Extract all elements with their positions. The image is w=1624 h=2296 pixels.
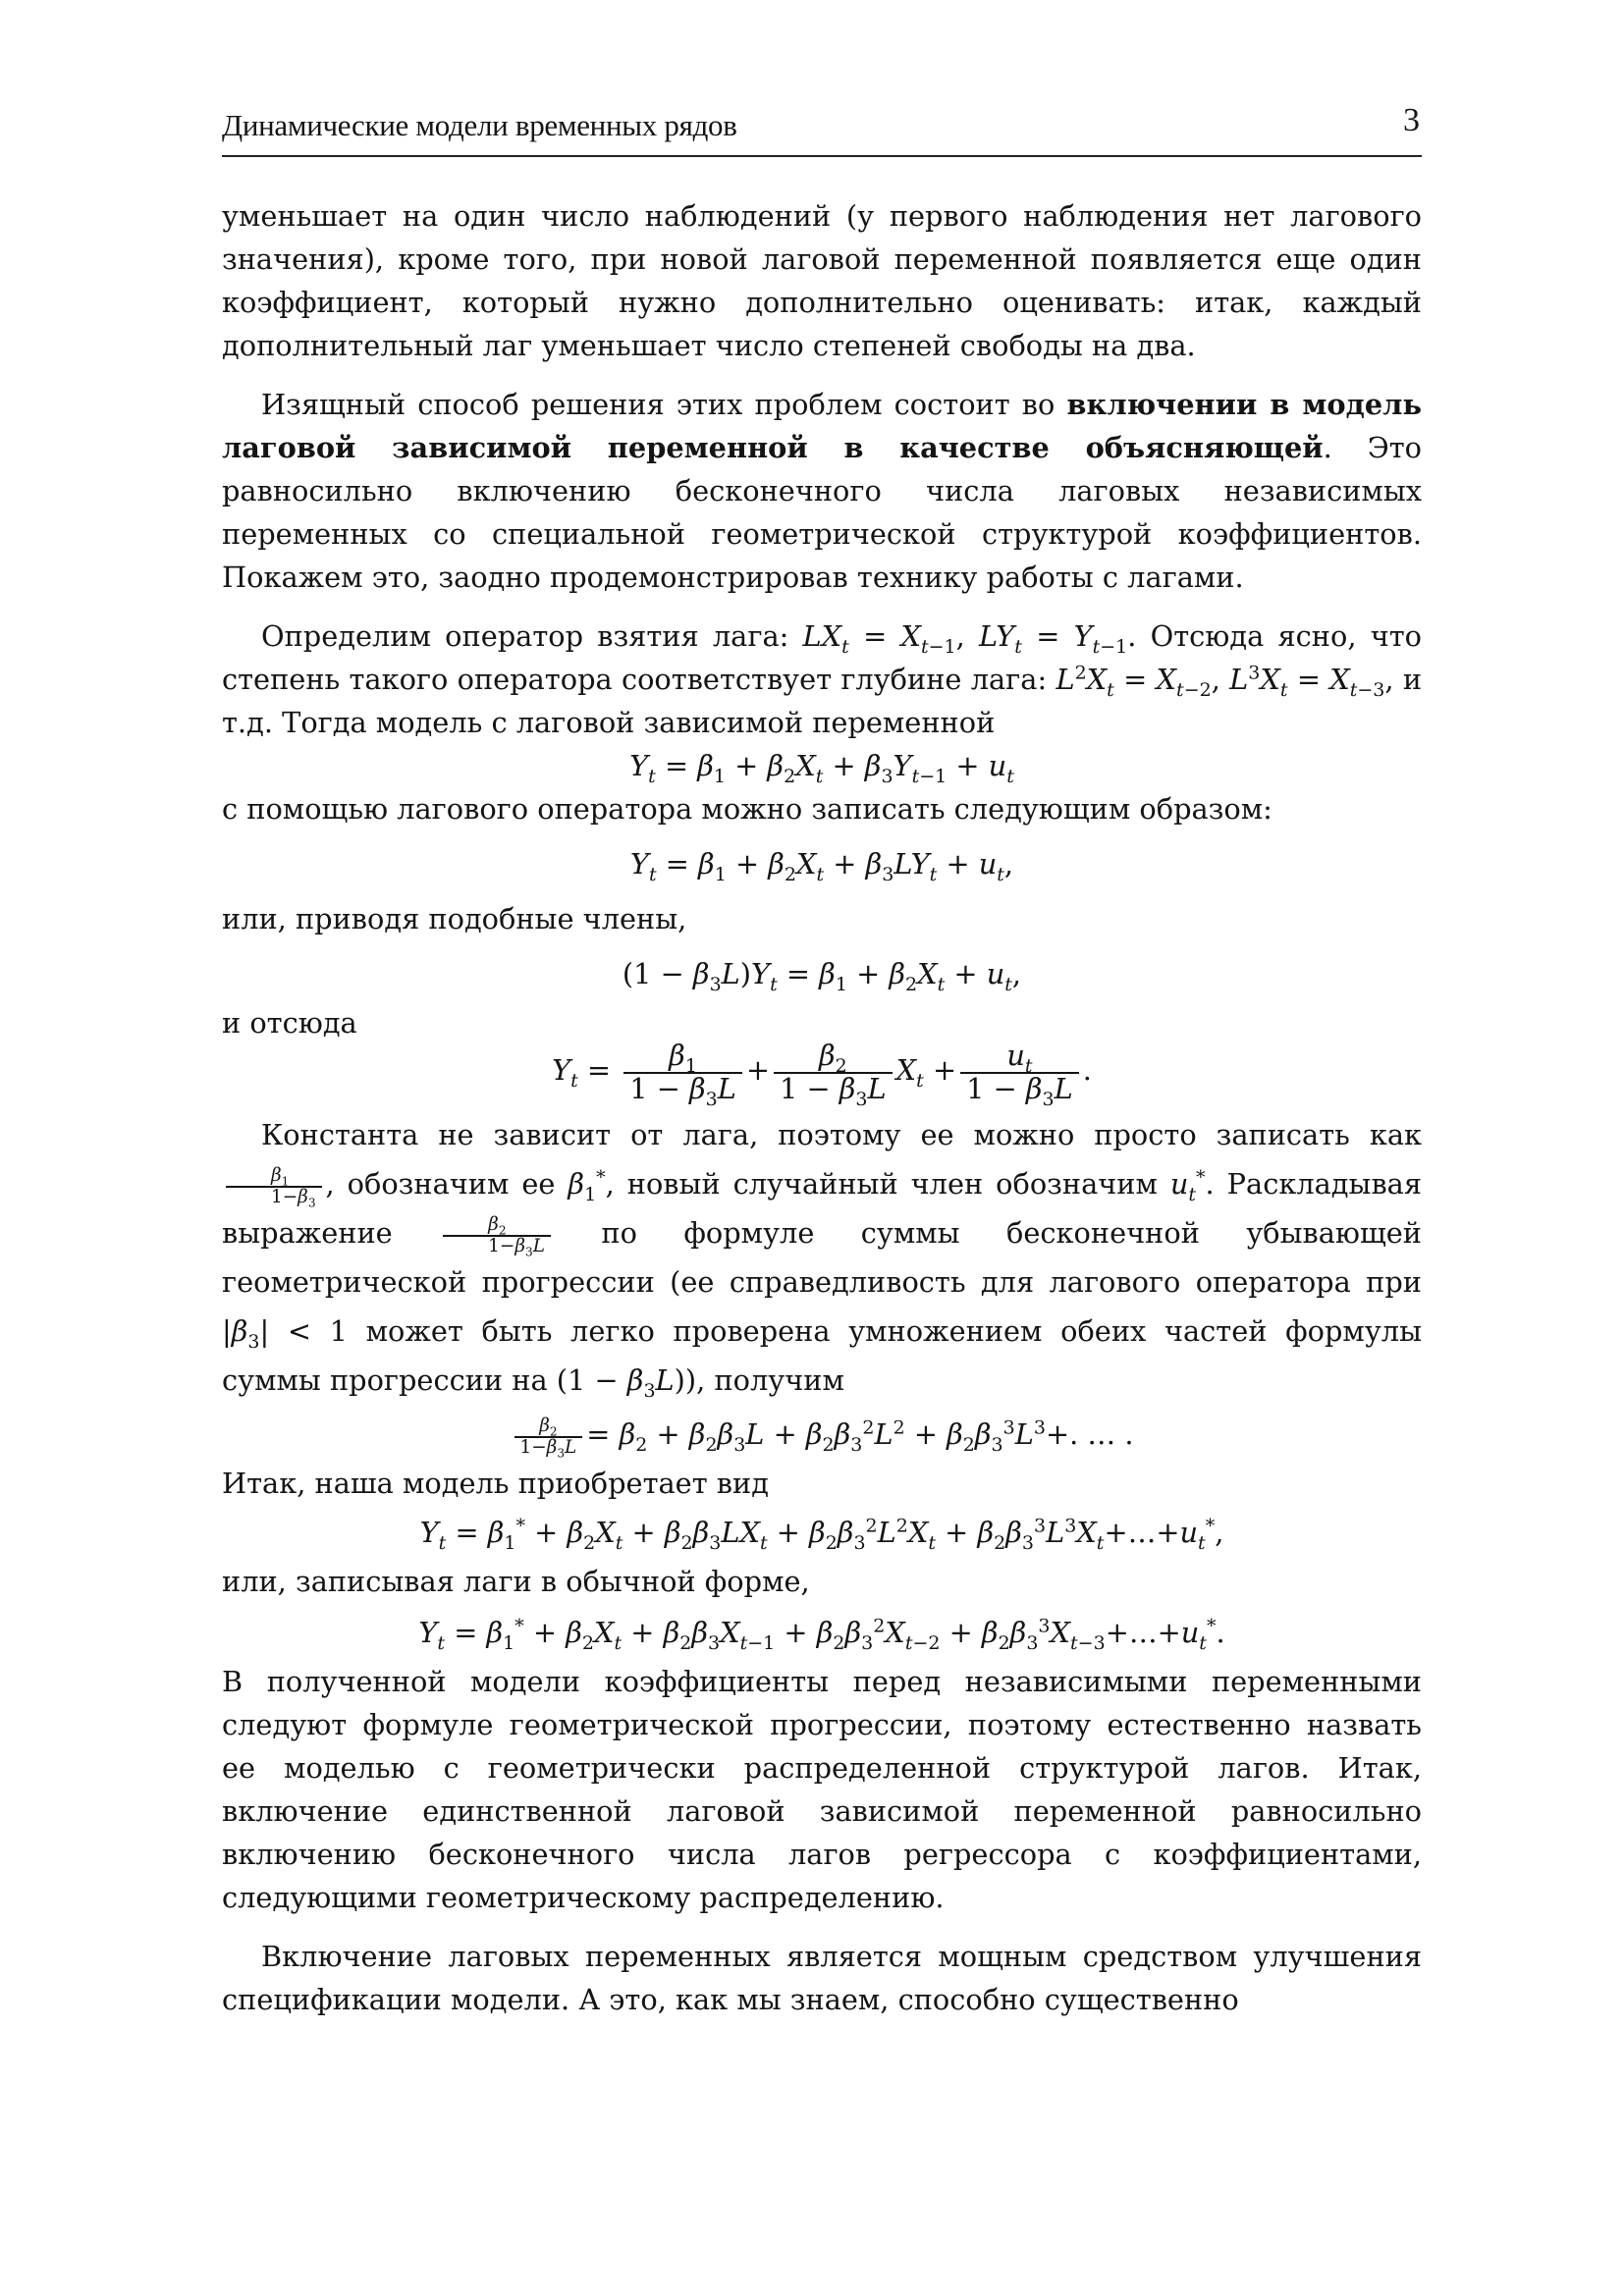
constant-fraction: $\frac{\beta_1}{1-\beta_3}$	[226, 1166, 322, 1208]
lag-fraction: $\frac{\beta_2}{1-\beta_3L}$	[443, 1215, 551, 1257]
paragraph-7	[222, 1110, 1422, 1405]
equation-1: $Y_t = \beta_1 + \beta_2X_t + \beta_3Y_{t-1} + u_t$	[629, 749, 1014, 787]
paragraph-7-b: , обозначим ее	[325, 1167, 568, 1201]
running-header	[222, 102, 1422, 157]
beta-star-symbol: $\beta_1^*$	[568, 1166, 606, 1206]
paragraph-2-start: Изящный способ решения этих проблем состоит во	[261, 388, 1067, 421]
paragraph-2	[222, 383, 1422, 599]
paragraph-3-b: Отсюда ясно, что степень такого оператора соответствует глубине лага:	[222, 619, 1423, 696]
emphasis-text: включении в модель лаговой зависимой переменной в качестве объясняющей	[222, 388, 1422, 464]
equation-6: $Y_t = \beta_1^* + \beta_2X_t + \beta_2\beta_3LX_t + \beta_2\beta_3^2L^2X_t$ + $\beta_2\beta_3^3L^3X_t+\dots+u_t^*$,	[419, 1515, 1224, 1554]
progression-factor: $(1 - \beta_3L)$)	[556, 1363, 697, 1403]
paragraph-1: уменьшает на один число наблюдений (у первого наблюдения нет лагового значения), кроме того, при новой лаговой переменной появляется еще один коэффициент, который нужно дополнительно оценивать: итак, каждый дополнительный лаг уменьшает число степеней свободы на два.	[222, 199, 1422, 362]
paragraph-7-e: по формуле суммы бесконечной убывающей геометрической прогрессии (ее справедливость для лагового оператора при	[222, 1216, 1422, 1300]
lag-power-formula: $L^2X_t = X_{t-2}$, $L^3X_t = X_{t-3}$	[1056, 662, 1385, 701]
paragraph-5: или, приводя подобные члены,	[222, 902, 687, 935]
paragraph-3-a: Определим оператор взятия лага:	[261, 619, 803, 653]
abs-beta-condition: $|\beta_3| < 1$	[222, 1314, 348, 1354]
paragraph-9: или, записывая лаги в обычной форме,	[222, 1565, 810, 1599]
equation-4: $Y_t$ = $\frac{\beta_1}{1 - \beta_3L}$ + $\frac{\beta_2}{1 - \beta_3L}$ $X_t$ + $\frac{u_t}{1 - \beta_3L}$ .	[552, 1039, 1092, 1110]
paragraph-11: Включение лаговых переменных является мощным средством улучшения спецификации модели. А это, как мы знаем, способно существенно	[222, 1940, 1422, 2017]
paragraph-7-f: может быть легко проверена умножением обеих частей формулы суммы прогрессии на	[222, 1314, 1422, 1398]
body-text	[222, 194, 1422, 2021]
equation-2: $Y_t = \beta_1 + \beta_2X_t + \beta_3LY_t + u_t$,	[629, 847, 1014, 885]
running-header-title: Динамические модели временных рядов	[222, 108, 737, 142]
lag-operator-definition: $LX_t = X_{t-1}$, $LY_t = Y_{t-1}$.	[802, 619, 1137, 658]
paragraph-8: Итак, наша модель приобретает вид	[222, 1467, 769, 1501]
equation-5: $\frac{\beta_2}{1-\beta_3L}$ = $\beta_2 + \beta_2\beta_3L + \beta_2\beta_3^2L^2 + \beta_2\beta_3^3L^3+$. … .	[222, 1413, 1422, 1458]
paragraph-7-d: . Раскладывая выражение	[222, 1167, 1422, 1251]
paragraph-2-end: . Это равносильно включению бесконечного числа лаговых независимых переменных со специальной геометрической структурой коэффициентов. Покажем это, заодно продемонстрировав технику работы с лагами.	[222, 431, 1422, 594]
paragraph-4: с помощью лагового оператора можно записать следующим образом:	[222, 792, 1272, 826]
paragraph-6: и отсюда	[222, 1006, 357, 1040]
paragraph-7-g: , получим	[696, 1363, 844, 1398]
u-star-symbol: $u_t^*$	[1169, 1166, 1206, 1206]
paragraph-3-c: , и т.д. Тогда модель с лаговой зависимой переменной	[222, 663, 1423, 739]
paragraph-3	[222, 614, 1422, 744]
equation-3: $(1 - \beta_3L)Y_t = \beta_1 + \beta_2X_t + u_t$,	[622, 957, 1022, 995]
paragraph-7-a: Константа не зависит от лага, поэтому ее можно просто записать как	[261, 1118, 1422, 1152]
page-number: 3	[1403, 102, 1420, 138]
paragraph-10: В полученной модели коэффициенты перед независимыми переменными следуют формуле геометрической прогрессии, поэтому естественно назвать ее моделью с геометрически распределенной структурой лагов. Итак, включение единственной лаговой зависимой переменной равносильно включению бесконечного числа лагов регрессора с коэффициентами, следующими геометрическому распределению.	[222, 1665, 1422, 1915]
paragraph-7-c: , новый случайный член обозначим	[605, 1167, 1170, 1201]
equation-7: $Y_t = \beta_1^* + \beta_2X_t + \beta_2\beta_3X_{t-1} + \beta_2\beta_3^2X_{t-2}$ + $\beta_2\beta_3^3X_{t-3}+\dots+u_t^*$.	[418, 1615, 1225, 1654]
